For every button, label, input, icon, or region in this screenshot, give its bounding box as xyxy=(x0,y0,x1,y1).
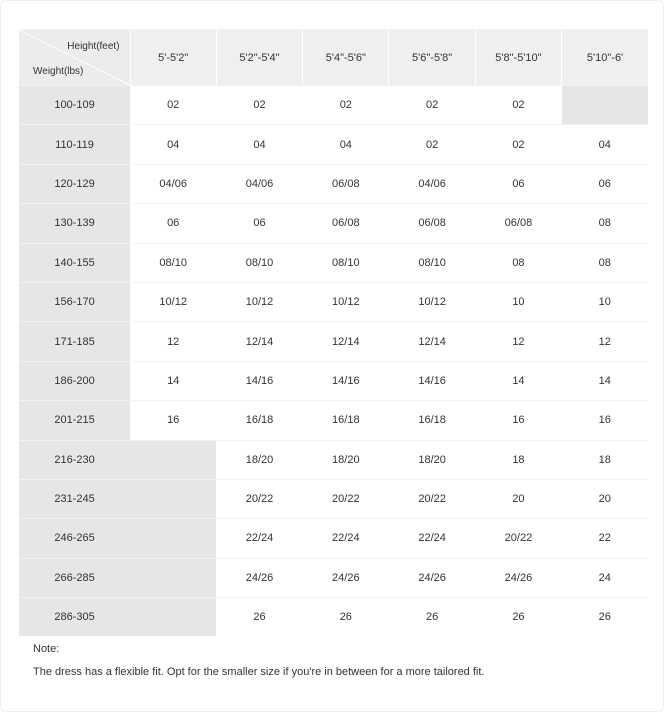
table-row xyxy=(19,125,648,164)
table-row xyxy=(19,282,648,321)
size-cell: 26 xyxy=(216,598,302,637)
note-text: The dress has a flexible fit. Opt for the smaller size if you're in between for a more tailored fit. xyxy=(33,666,485,678)
size-cell: 02 xyxy=(475,125,561,164)
size-cell: 02 xyxy=(216,86,302,125)
size-cell: 06 xyxy=(130,204,216,243)
size-cell: 18 xyxy=(475,440,561,479)
size-cell: 06/08 xyxy=(303,164,389,203)
size-cell: 26 xyxy=(389,598,475,637)
size-cell: 24 xyxy=(562,558,648,597)
weight-range-cell: 286-305 xyxy=(19,598,130,637)
size-cell: 18/20 xyxy=(216,440,302,479)
size-cell: 16/18 xyxy=(216,401,302,440)
size-cell: 16 xyxy=(562,401,648,440)
weight-range-cell: 120-129 xyxy=(19,164,130,203)
size-cell: 24/26 xyxy=(216,558,302,597)
table-row xyxy=(19,243,648,282)
weight-range-cell: 140-155 xyxy=(19,243,130,282)
size-cell: 04/06 xyxy=(130,164,216,203)
size-cell: 04 xyxy=(562,125,648,164)
table-row xyxy=(19,164,648,203)
size-cell: 06 xyxy=(475,164,561,203)
weight-axis-label: Weight(lbs) xyxy=(33,66,84,77)
height-column-header: 5'8"-5'10" xyxy=(475,30,561,86)
size-cell: 10 xyxy=(562,282,648,321)
table-row xyxy=(19,440,648,479)
size-cell: 08/10 xyxy=(216,243,302,282)
size-cell: 12 xyxy=(130,322,216,361)
table-row xyxy=(19,558,648,597)
size-cell: 06/08 xyxy=(303,204,389,243)
size-cell: 10/12 xyxy=(216,282,302,321)
size-cell: 04/06 xyxy=(389,164,475,203)
size-cell: 08/10 xyxy=(130,243,216,282)
size-cell: 12/14 xyxy=(389,322,475,361)
empty-size-cell xyxy=(130,440,216,479)
empty-size-cell xyxy=(130,598,216,637)
size-cell: 12/14 xyxy=(303,322,389,361)
size-cell: 10 xyxy=(475,282,561,321)
weight-range-cell: 201-215 xyxy=(19,401,130,440)
size-cell: 08 xyxy=(475,243,561,282)
weight-range-cell: 216-230 xyxy=(19,440,130,479)
weight-range-cell: 186-200 xyxy=(19,361,130,400)
height-column-header: 5'10"-6' xyxy=(562,30,648,86)
weight-range-cell: 266-285 xyxy=(19,558,130,597)
size-cell: 08/10 xyxy=(389,243,475,282)
size-cell: 26 xyxy=(303,598,389,637)
size-cell: 14/16 xyxy=(389,361,475,400)
size-cell: 12/14 xyxy=(216,322,302,361)
weight-range-cell: 156-170 xyxy=(19,282,130,321)
empty-size-cell xyxy=(130,519,216,558)
size-cell: 24/26 xyxy=(303,558,389,597)
size-cell: 06 xyxy=(216,204,302,243)
size-cell: 22/24 xyxy=(389,519,475,558)
size-cell: 22 xyxy=(562,519,648,558)
size-cell: 24/26 xyxy=(475,558,561,597)
size-cell: 12 xyxy=(562,322,648,361)
weight-range-cell: 171-185 xyxy=(19,322,130,361)
size-cell: 26 xyxy=(475,598,561,637)
size-cell: 20/22 xyxy=(475,519,561,558)
size-cell: 14 xyxy=(562,361,648,400)
size-cell: 20/22 xyxy=(389,479,475,518)
weight-range-cell: 130-139 xyxy=(19,204,130,243)
size-cell: 18/20 xyxy=(303,440,389,479)
size-cell: 26 xyxy=(562,598,648,637)
size-cell: 18 xyxy=(562,440,648,479)
weight-range-cell: 246-265 xyxy=(19,519,130,558)
size-cell: 06/08 xyxy=(475,204,561,243)
table-row xyxy=(19,401,648,440)
size-cell: 02 xyxy=(389,125,475,164)
table-row xyxy=(19,322,648,361)
size-cell: 16/18 xyxy=(389,401,475,440)
size-cell: 02 xyxy=(475,86,561,125)
height-column-header: 5'-5'2" xyxy=(130,30,216,86)
weight-range-cell: 100-109 xyxy=(19,86,130,125)
size-cell: 22/24 xyxy=(216,519,302,558)
note-label: Note: xyxy=(33,643,60,655)
size-cell: 16 xyxy=(475,401,561,440)
table-row xyxy=(19,519,648,558)
size-chart-table xyxy=(19,29,648,636)
size-cell: 08 xyxy=(562,204,648,243)
size-cell: 04/06 xyxy=(216,164,302,203)
size-cell: 04 xyxy=(216,125,302,164)
size-cell: 14 xyxy=(475,361,561,400)
size-cell: 22/24 xyxy=(303,519,389,558)
height-column-header: 5'4"-5'6" xyxy=(303,30,389,86)
size-chart-body xyxy=(19,86,648,637)
size-cell: 12 xyxy=(475,322,561,361)
size-cell: 18/20 xyxy=(389,440,475,479)
weight-range-cell: 231-245 xyxy=(19,479,130,518)
size-cell: 14/16 xyxy=(216,361,302,400)
header-row xyxy=(19,30,648,86)
empty-size-cell xyxy=(130,479,216,518)
size-cell: 16/18 xyxy=(303,401,389,440)
size-cell: 06 xyxy=(562,164,648,203)
size-cell: 20 xyxy=(562,479,648,518)
size-cell: 24/26 xyxy=(389,558,475,597)
size-cell: 10/12 xyxy=(130,282,216,321)
table-row xyxy=(19,361,648,400)
height-column-header: 5'2"-5'4" xyxy=(216,30,302,86)
height-column-header: 5'6"-5'8" xyxy=(389,30,475,86)
table-row xyxy=(19,598,648,637)
size-cell: 02 xyxy=(389,86,475,125)
size-cell: 02 xyxy=(130,86,216,125)
size-cell: 08/10 xyxy=(303,243,389,282)
empty-size-cell xyxy=(562,86,648,125)
height-axis-label: Height(feet) xyxy=(67,41,120,52)
size-cell: 16 xyxy=(130,401,216,440)
size-cell: 06/08 xyxy=(389,204,475,243)
size-cell: 20/22 xyxy=(216,479,302,518)
size-cell: 08 xyxy=(562,243,648,282)
corner-header-cell xyxy=(19,30,130,86)
size-cell: 20/22 xyxy=(303,479,389,518)
size-cell: 14/16 xyxy=(303,361,389,400)
table-row xyxy=(19,86,648,125)
size-cell: 10/12 xyxy=(389,282,475,321)
size-cell: 14 xyxy=(130,361,216,400)
size-cell: 20 xyxy=(475,479,561,518)
empty-size-cell xyxy=(130,558,216,597)
weight-range-cell: 110-119 xyxy=(19,125,130,164)
table-row xyxy=(19,479,648,518)
size-cell: 10/12 xyxy=(303,282,389,321)
size-cell: 04 xyxy=(130,125,216,164)
table-row xyxy=(19,204,648,243)
size-cell: 02 xyxy=(303,86,389,125)
size-cell: 04 xyxy=(303,125,389,164)
